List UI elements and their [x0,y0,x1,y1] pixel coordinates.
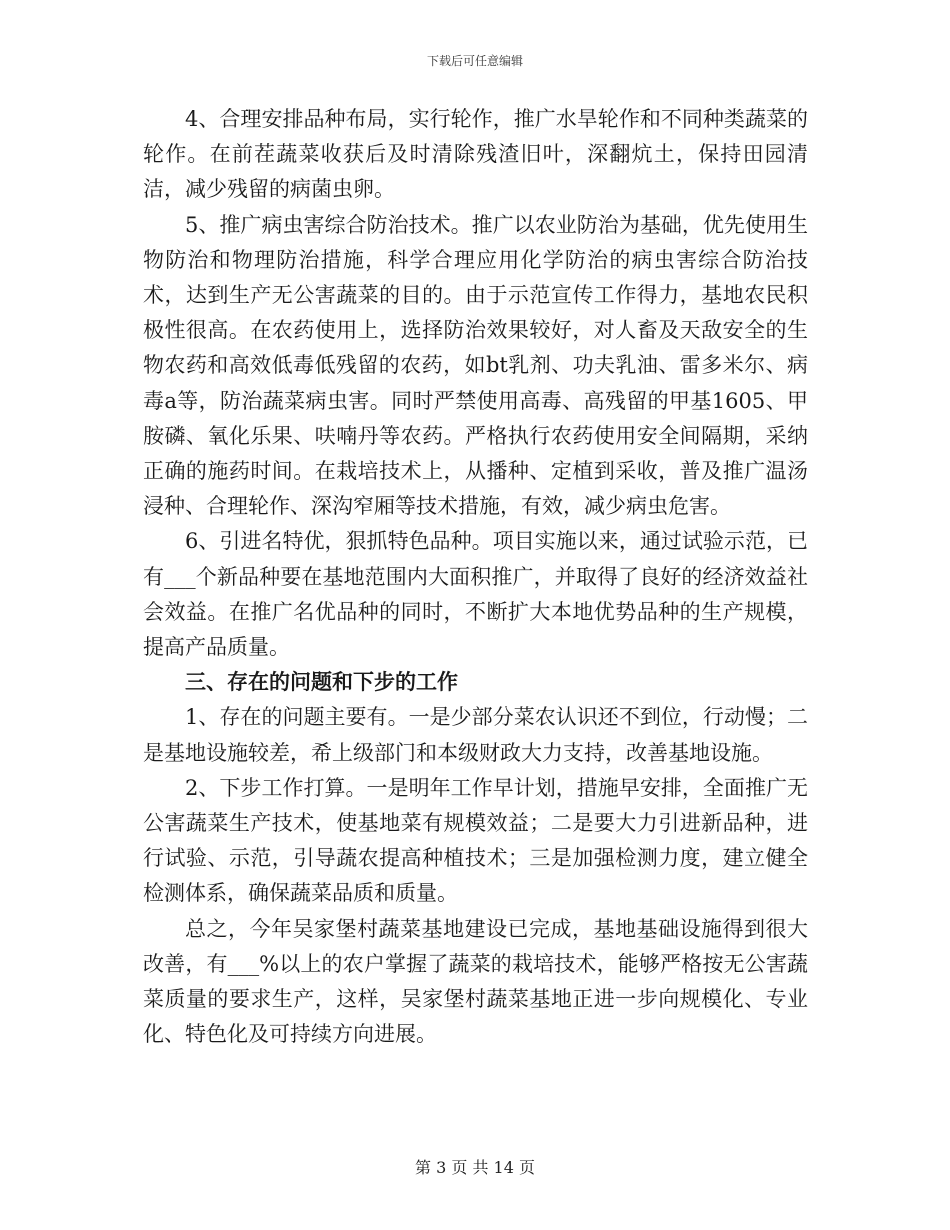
page-number: 第 3 页 共 14 页 [415,1158,535,1177]
paragraph-item-4: 4、合理安排品种布局，实行轮作，推广水旱轮作和不同种类蔬菜的轮作。在前茬蔬菜收获后及时清除残渣旧叶，深翻炕土，保持田园清洁，减少残留的病菌虫卵。 [143,107,808,202]
paragraph-item-6: 6、引进名特优，狠抓特色品种。项目实施以来，通过试验示范，已有___个新品种要在基地范围内大面积推广，并取得了良好的经济效益社会效益。在推广名优品种的同时，不断扩大本地优势品种的生产规模，提高产品质量。 [143,529,808,660]
document-body [143,102,808,1052]
section-heading-3: 三、存在的问题和下步的工作 [185,670,458,695]
paragraph-problems: 1、存在的问题主要有。一是少部分菜农认识还不到位，行动慢；二是基地设施较差，希上级部门和本级财政大力支持，改善基地设施。 [143,705,808,765]
paragraph-next-steps: 2、下步工作打算。一是明年工作早计划，措施早安排，全面推广无公害蔬菜生产技术，使基地菜有规模效益；二是要大力引进新品种，进行试验、示范，引导蔬农提高种植技术；三是加强检测力度，建立健全检测体系，确保蔬菜品质和质量。 [143,775,808,906]
paragraph-summary: 总之，今年吴家堡村蔬菜基地建设已完成，基地基础设施得到很大改善，有___%以上的农户掌握了蔬菜的栽培技术，能够严格按无公害蔬菜质量的要求生产，这样，吴家堡村蔬菜基地正进一步向规模化、专业化、特色化及可持续方向进展。 [143,916,808,1047]
page-header: 下载后可任意编辑 [426,54,523,68]
paragraph-item-5: 5、推广病虫害综合防治技术。推广以农业防治为基础，优先使用生物防治和物理防治措施，科学合理应用化学防治的病虫害综合防治技术，达到生产无公害蔬菜的目的。由于示范宣传工作得力，基地农民积极性很高。在农药使用上，选择防治效果较好，对人畜及天敌安全的生物农药和高效低毒低残留的农药，如bt乳剂、功夫乳油、雷多米尔、病毒a等，防治蔬菜病虫害。同时严禁使用高毒、高残留的甲基1605、甲胺磷、氧化乐果、呋喃丹等农药。严格执行农药使用安全间隔期，采纳正确的施药时间。在栽培技术上，从播种、定植到采收，普及推广温汤浸种、合理轮作、深沟窄厢等技术措施，有效，减少病虫危害。 [143,212,808,519]
